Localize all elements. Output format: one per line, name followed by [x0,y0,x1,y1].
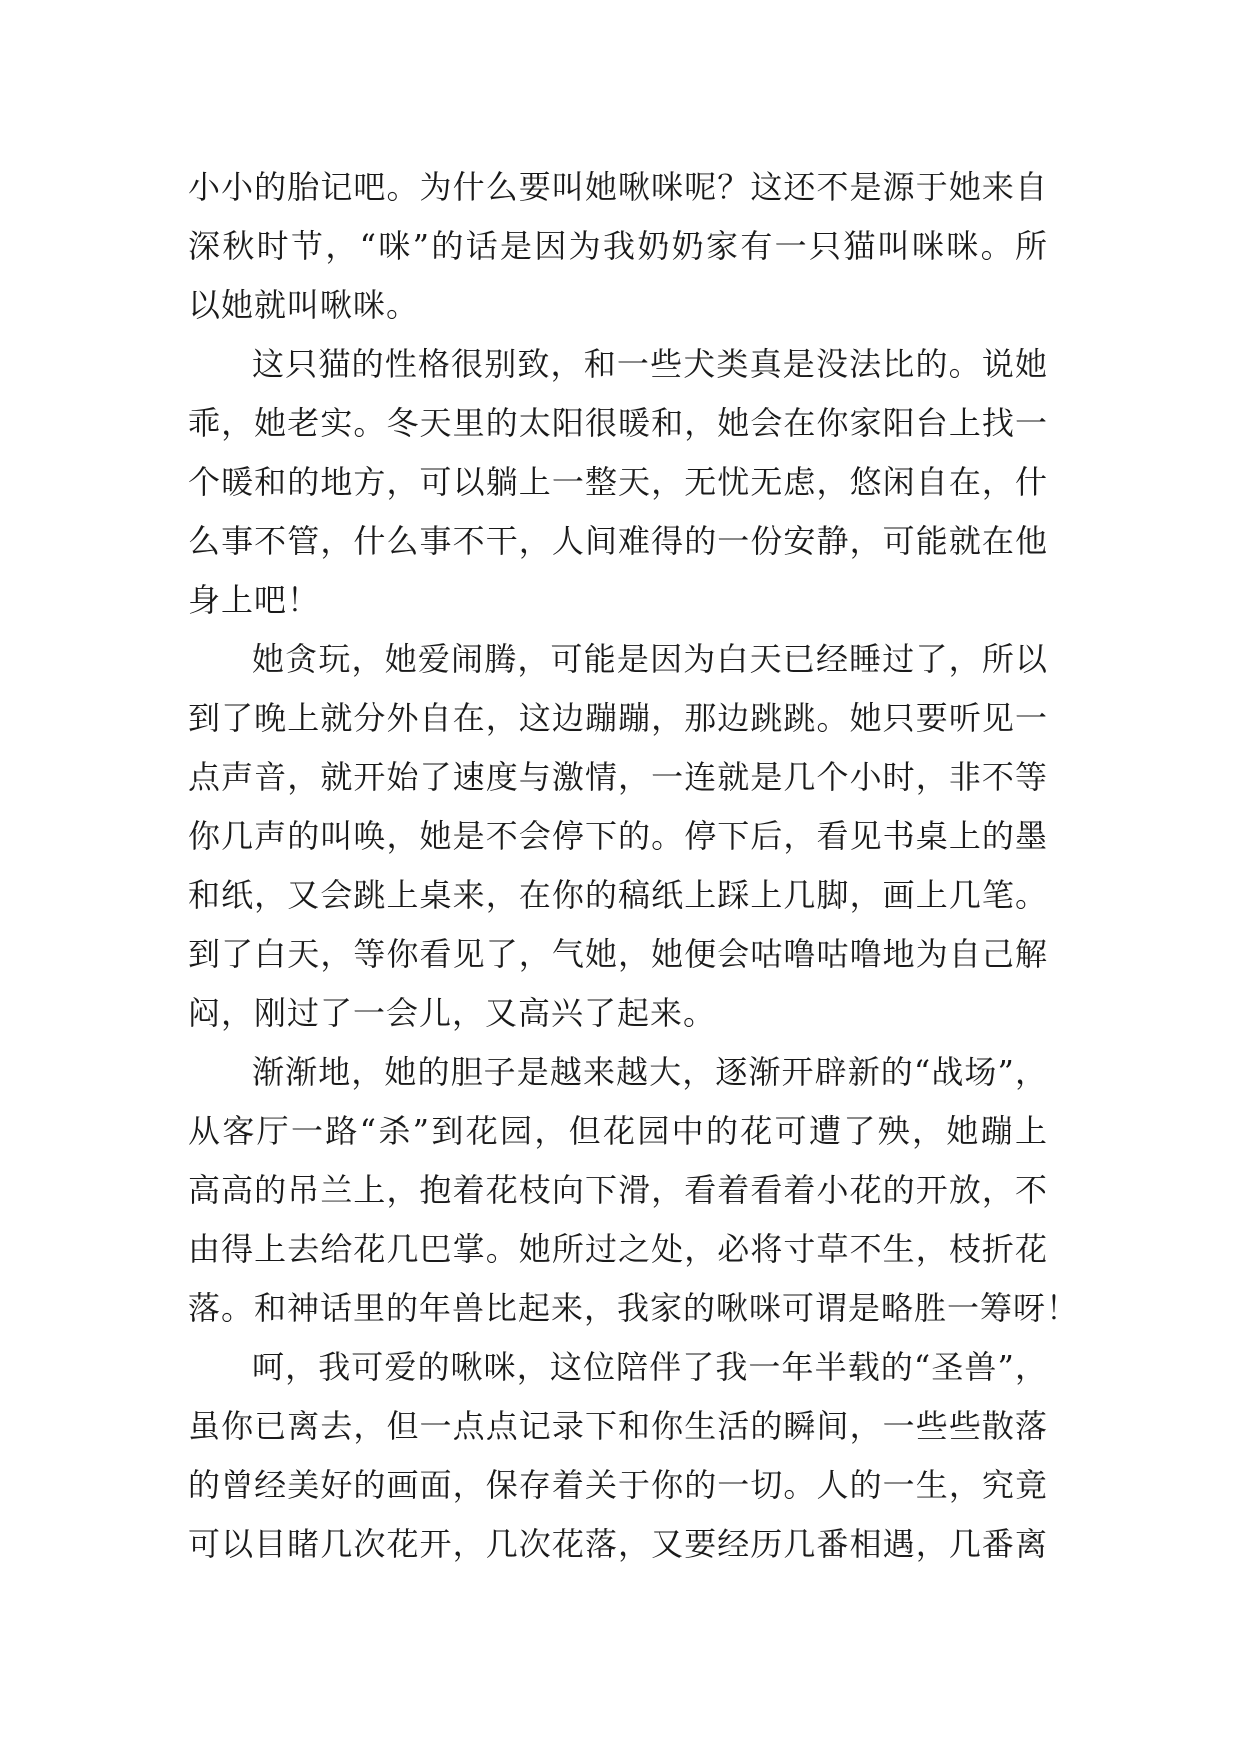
text-line: 点声音，就开始了速度与激情，一连就是几个小时，非不等 [188,758,1048,796]
text-line: 么事不管，什么事不干，人间难得的一份安静，可能就在他 [188,522,1048,560]
text-line: 闷，刚过了一会儿，又高兴了起来。 [188,994,717,1032]
text-line: 小小的胎记吧。为什么要叫她啾咪呢？这还不是源于她来自 [188,168,1048,206]
text-line: 由得上去给花几巴掌。她所过之处，必将寸草不生，枝折花 [188,1230,1048,1268]
text-line: 身上吧！ [188,581,321,619]
text-line: 虽你已离去，但一点点记录下和你生活的瞬间，一些些散落 [188,1407,1048,1445]
text-line: 高高的吊兰上，抱着花枝向下滑，看着看着小花的开放，不 [188,1171,1048,1209]
text-line: 的曾经美好的画面，保存着关于你的一切。人的一生，究竟 [188,1466,1048,1504]
text-line: 从客厅一路“杀”到花园，但花园中的花可遭了殃，她蹦上 [188,1112,1048,1150]
document-body [188,158,1080,1574]
text-line: 乖，她老实。冬天里的太阳很暖和，她会在你家阳台上找一 [188,404,1048,442]
text-line: 到了白天，等你看见了，气她，她便会咕噜咕噜地为自己解 [188,935,1048,973]
text-line: 呵，我可爱的啾咪，这位陪伴了我一年半载的“圣兽”， [252,1348,1048,1386]
text-line: 个暖和的地方，可以躺上一整天，无忧无虑，悠闲自在，什 [188,463,1048,501]
text-line: 她贪玩，她爱闹腾，可能是因为白天已经睡过了，所以 [252,640,1048,678]
text-line: 这只猫的性格很别致，和一些犬类真是没法比的。说她 [252,345,1048,383]
text-line: 到了晚上就分外自在，这边蹦蹦，那边跳跳。她只要听见一 [188,699,1048,737]
text-line: 和纸，又会跳上桌来，在你的稿纸上踩上几脚，画上几笔。 [188,876,1048,914]
text-line: 以她就叫啾咪。 [188,286,420,324]
text-line: 渐渐地，她的胆子是越来越大，逐渐开辟新的“战场”， [252,1053,1048,1091]
text-line: 落。和神话里的年兽比起来，我家的啾咪可谓是略胜一筹呀！ [188,1289,1080,1327]
text-line: 你几声的叫唤，她是不会停下的。停下后，看见书桌上的墨 [188,817,1048,855]
text-line: 深秋时节，“咪”的话是因为我奶奶家有一只猫叫咪咪。所 [188,227,1048,265]
text-line: 可以目睹几次花开，几次花落，又要经历几番相遇，几番离 [188,1525,1048,1563]
